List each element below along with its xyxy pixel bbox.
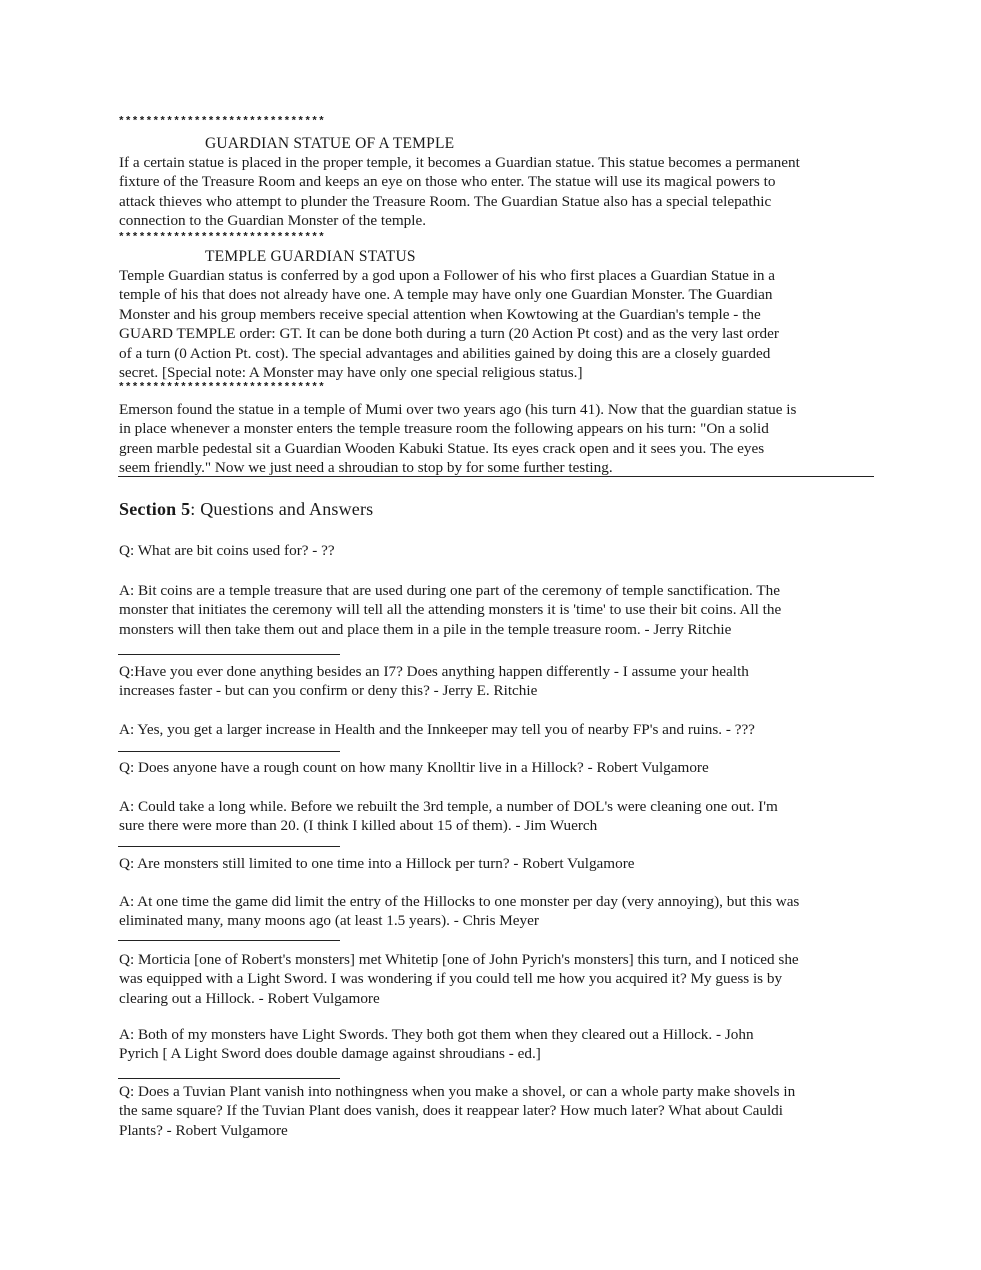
answer-hillock-limit: A: At one time the game did limit the entry of the Hillocks to one monster per day (very annoying), but this was eliminated many, many moons ago (at least 1.5 years). - Chris Meyer (119, 893, 800, 930)
emerson-paragraph: Emerson found the statue in a temple of Mumi over two years ago (his turn 41). Now that the guardian statue is in place whenever a monster enters the temple treasure room the following appears on his turn: "On a solid green marble pedestal sit a Guardian Wooden Kabuki Statue. Its eyes crack open and it sees you. The eyes seem friendly." Now we just need a shroudian to stop by for some further testing. (119, 401, 797, 477)
section-number: Section 5 (119, 499, 191, 519)
qa-separator-line (118, 1078, 340, 1079)
qa-separator-line (118, 751, 340, 752)
guardian-statue-heading: GUARDIAN STATUE OF A TEMPLE (205, 135, 455, 152)
question-bit-coins: Q: What are bit coins used for? - ?? (119, 542, 335, 559)
section-heading (119, 500, 373, 519)
temple-guardian-body: Temple Guardian status is conferred by a god upon a Follower of his who first places a Guardian Statue in a temple of his that does not already have one. A temple may have only one Guardian Monster. The Guardian Monster and his group members receive special attention when Kowtowing at the Guardian's temple - the GUARD TEMPLE order: GT. It can be done both during a turn (20 Action Pt cost) and as the very last order of a turn (0 Action Pt. cost). The special advantages and abilities gained by doing this are a closely guarded secret. [Special note: A Monster may have only one special religious status.] (119, 267, 779, 382)
section-colon: : (190, 499, 196, 519)
section-divider-line (118, 476, 874, 477)
answer-inn: A: Yes, you get a larger increase in Health and the Innkeeper may tell you of nearby FP's and ruins. - ??? (119, 721, 755, 738)
qa-separator-line (118, 846, 340, 847)
section-title: Questions and Answers (195, 499, 374, 519)
answer-light-sword: A: Both of my monsters have Light Swords. They both got them when they cleared out a Hillock. - John Pyrich [ A Light Sword does double damage against shroudians - ed.] (119, 1026, 754, 1063)
asterisk-divider: ****************************** (118, 116, 326, 128)
question-hillock-limit: Q: Are monsters still limited to one time into a Hillock per turn? - Robert Vulgamore (119, 855, 635, 872)
temple-guardian-heading: TEMPLE GUARDIAN STATUS (205, 248, 416, 265)
asterisk-divider: ****************************** (118, 232, 326, 244)
question-tuvian-plant: Q: Does a Tuvian Plant vanish into nothingness when you make a shovel, or can a whole party make shovels in the same square? If the Tuvian Plant does vanish, does it reappear later? How much later? What about Cauldi Plants? - Robert Vulgamore (119, 1083, 796, 1139)
qa-separator-line (118, 654, 340, 655)
answer-bit-coins: A: Bit coins are a temple treasure that are used during one part of the ceremony of temple sanctification. The monster that initiates the ceremony will tell all the attending monsters it is 'time' to use their bit coins. All the monsters will then take them out and place them in a pile in the temple treasure room. - Jerry Ritchie (119, 582, 782, 638)
question-inn: Q:Have you ever done anything besides an I7? Does anything happen differently - I assume your health increases faster - but can you confirm or deny this? - Jerry E. Ritchie (119, 663, 749, 700)
question-knolltir: Q: Does anyone have a rough count on how many Knolltir live in a Hillock? - Robert Vulgamore (119, 759, 709, 776)
qa-separator-line (118, 940, 340, 941)
question-light-sword: Q: Morticia [one of Robert's monsters] met Whitetip [one of John Pyrich's monsters] this turn, and I noticed she was equipped with a Light Sword. I was wondering if you could tell me how you acquired it? My guess is by clearing out a Hillock. - Robert Vulgamore (119, 951, 799, 1007)
guardian-statue-body: If a certain statue is placed in the proper temple, it becomes a Guardian statue. This statue becomes a permanent fixture of the Treasure Room and keeps an eye on those who enter. The statue will use its magical powers to attack thieves who attempt to plunder the Treasure Room. The Guardian Statue also has a special telepathic connection to the Guardian Monster of the temple. (119, 154, 800, 230)
asterisk-divider: ****************************** (118, 382, 326, 394)
answer-knolltir: A: Could take a long while. Before we rebuilt the 3rd temple, a number of DOL's were cleaning one out. I'm sure there were more than 20. (I think I killed about 15 of them). - Jim Wuerch (119, 798, 778, 835)
